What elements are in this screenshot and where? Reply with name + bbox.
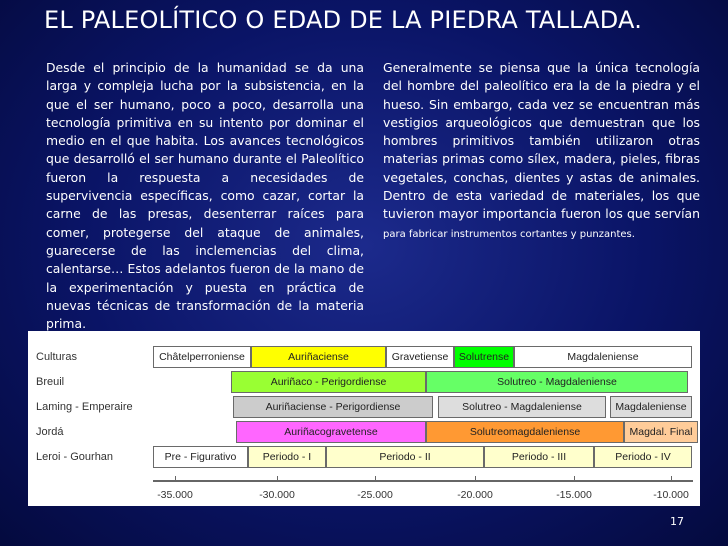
axis-tick [671, 476, 672, 482]
segment-solutrense: Solutrense [454, 346, 514, 368]
axis-tick-label: -25.000 [357, 489, 393, 501]
row-label-culturas: Culturas [36, 351, 77, 363]
segment-solutreo-magdaleniense-laming: Solutreo - Magdaleniense [438, 396, 606, 418]
segment-aurinaciense-perigordiense: Auriñaciense - Perigordiense [233, 396, 433, 418]
axis-tick [277, 476, 278, 482]
segment-periodo-2: Periodo - II [326, 446, 484, 468]
row-label-laming: Laming - Emperaire [36, 401, 133, 413]
axis-tick-label: -10.000 [653, 489, 689, 501]
left-text-column: Desde el principio de la humanidad se da una larga y compleja lucha por la subsistencia, en la que el ser humano, poco a poco, desarrolla una tecnología primitiva en su intento por dominar el medio en el que habita. Los avances tecnológicos que desarrolló el ser humano durante el Paleolítico fueron la respuesta a necesidades de supervivencia específicas, como cazar, cortar la carne de las presas, desenterrar raíces para comer, protegerse del ataque de animales, guarecerse de las inclemencias del clima, calentarse… Estos adelantos fueron de la mano de la experimentación y puesta en práctica de nuevas técnicas de transformación de la materia prima. [46, 60, 364, 332]
row-label-jorda: Jordá [36, 426, 64, 438]
axis-tick [175, 476, 176, 482]
slide-title: EL PALEOLÍTICO O EDAD DE LA PIEDRA TALLADA. [44, 6, 643, 34]
axis-tick-label: -20.000 [457, 489, 493, 501]
segment-magdaleniense-culturas: Magdaleniense [514, 346, 692, 368]
segment-gravetiense: Gravetiense [386, 346, 454, 368]
segment-magdaleniense-laming: Magdaleniense [610, 396, 692, 418]
segment-solutreomagdaleniense: Solutreomagdaleniense [426, 421, 624, 443]
row-label-breuil: Breuil [36, 376, 65, 388]
timeline-axis [153, 480, 693, 482]
segment-magdal-final: Magdal. Final [624, 421, 698, 443]
row-label-leroi: Leroi - Gourhan [36, 451, 114, 463]
segment-pre-figurativo: Pre - Figurativo [153, 446, 248, 468]
axis-tick [574, 476, 575, 482]
segment-periodo-3: Periodo - III [484, 446, 594, 468]
chronology-chart [28, 331, 700, 506]
axis-tick-label: -30.000 [259, 489, 295, 501]
segment-periodo-1: Periodo - I [248, 446, 326, 468]
segment-solutreo-magdaleniense-breuil: Solutreo - Magdaleniense [426, 371, 688, 393]
axis-tick-label: -35.000 [157, 489, 193, 501]
segment-auriniacense: Auriñaciense [251, 346, 386, 368]
page-number: 17 [670, 515, 684, 528]
axis-tick [375, 476, 376, 482]
right-text-small: para fabricar instrumentos cortantes y punzantes. [383, 228, 635, 240]
segment-chatelperroniense: Châtelperroniense [153, 346, 251, 368]
axis-tick [475, 476, 476, 482]
axis-tick-label: -15.000 [556, 489, 592, 501]
segment-aurinacogravetense: Auriñacogravetense [236, 421, 426, 443]
right-text-main: Generalmente se piensa que la única tecnología del hombre del paleolítico era la de la piedra y el hueso. Sin embargo, cada vez se encuentran más vestigios arqueológicos que demuestran que los hombres primitivos también utilizaron otras materias primas como sílex, madera, pieles, fibras vegetales, conchas, dientes y astas de animales. Dentro de esta variedad de materiales, los que tuvieron mayor importancia fueron los que servían [383, 60, 700, 222]
right-text-column [383, 59, 700, 244]
segment-aurinaco-perigordiense: Auriñaco - Perigordiense [231, 371, 426, 393]
segment-periodo-4: Periodo - IV [594, 446, 692, 468]
